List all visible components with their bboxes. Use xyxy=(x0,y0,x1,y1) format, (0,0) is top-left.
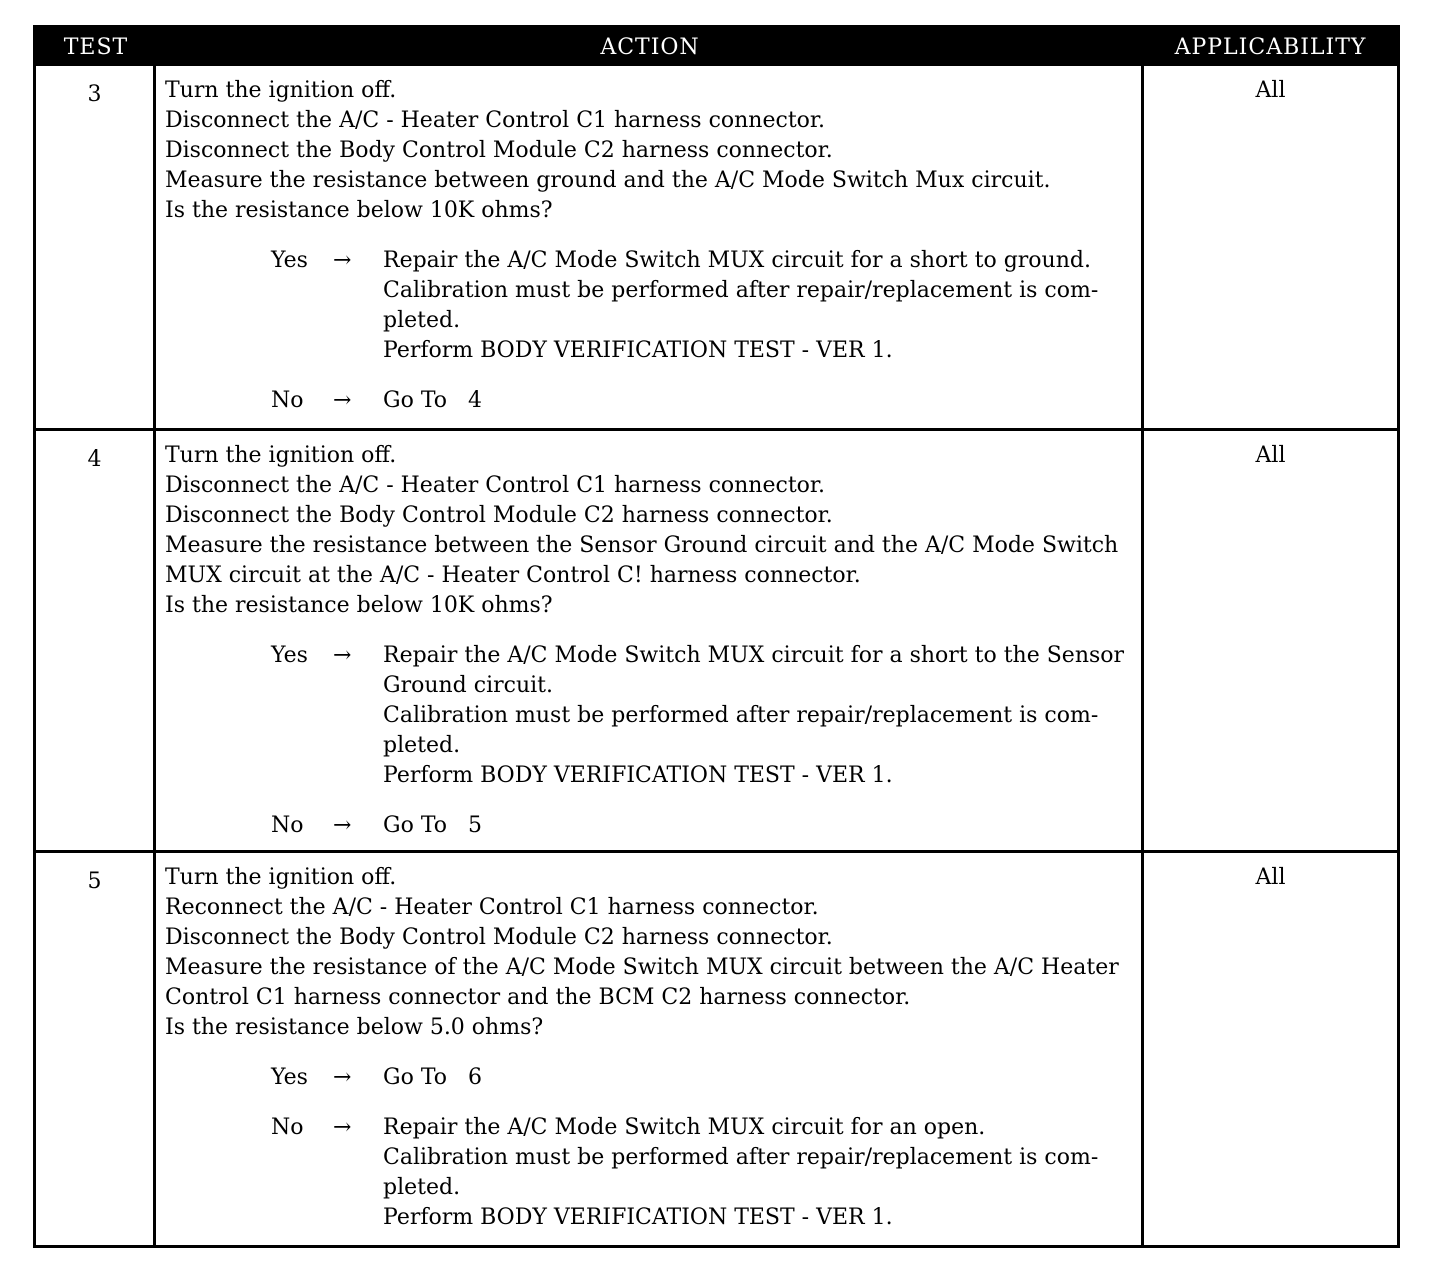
answer-label: Yes xyxy=(271,1065,308,1090)
diagnostic-table xyxy=(33,25,1400,1248)
action-step: Turn the ignition off. xyxy=(165,865,397,890)
answer-no xyxy=(165,1113,1135,1233)
answer-text xyxy=(383,641,1135,791)
answer-line: Perform BODY VERIFICATION TEST - VER 1. xyxy=(383,763,893,788)
action-step: Disconnect the A/C - Heater Control C1 harness connector. xyxy=(165,473,825,498)
answer-yes xyxy=(165,641,1135,791)
header-action: ACTION xyxy=(600,34,700,60)
answer-label: No xyxy=(271,388,304,413)
answer-label: Yes xyxy=(271,643,308,668)
answer-line: Calibration must be performed after repair/replacement is com- xyxy=(383,278,1099,303)
action-step: Is the resistance below 5.0 ohms? xyxy=(165,1015,544,1040)
action-step: Disconnect the Body Control Module C2 harness connector. xyxy=(165,138,833,163)
answer-line: Go To 5 xyxy=(383,813,482,838)
table-row xyxy=(36,428,1397,850)
action-step: Measure the resistance of the A/C Mode Switch MUX circuit between the A/C Heater xyxy=(165,955,1119,980)
action-step: Disconnect the Body Control Module C2 harness connector. xyxy=(165,925,833,950)
action-step: Turn the ignition off. xyxy=(165,443,397,468)
right-arrow-icon: → xyxy=(333,1115,352,1140)
answer-line: Ground circuit. xyxy=(383,673,553,698)
answer-line: Perform BODY VERIFICATION TEST - VER 1. xyxy=(383,338,893,363)
right-arrow-icon: → xyxy=(333,813,352,838)
answer-text xyxy=(383,811,1135,841)
action-step: Disconnect the A/C - Heater Control C1 harness connector. xyxy=(165,108,825,133)
action-step: Is the resistance below 10K ohms? xyxy=(165,198,553,223)
answer-yes xyxy=(165,1063,1135,1093)
answer-line: Go To 4 xyxy=(383,388,482,413)
right-arrow-icon: → xyxy=(333,388,352,413)
action-step: Reconnect the A/C - Heater Control C1 harness connector. xyxy=(165,895,819,920)
answer-line: Repair the A/C Mode Switch MUX circuit for an open. xyxy=(383,1115,986,1140)
answer-text xyxy=(383,246,1135,366)
table-row xyxy=(36,850,1397,1245)
answer-label: No xyxy=(271,813,304,838)
answer-yes xyxy=(165,246,1135,366)
answer-label: Yes xyxy=(271,248,308,273)
answer-line: pleted. xyxy=(383,308,461,333)
action-step: Disconnect the Body Control Module C2 harness connector. xyxy=(165,503,833,528)
answer-line: pleted. xyxy=(383,1175,461,1200)
answer-line: Repair the A/C Mode Switch MUX circuit for a short to the Sensor xyxy=(383,643,1125,668)
action-cell xyxy=(156,853,1144,1245)
test-number: 5 xyxy=(36,853,156,1245)
answer-text xyxy=(383,386,1135,416)
action-cell xyxy=(156,66,1144,428)
action-step: MUX circuit at the A/C - Heater Control C! harness connector. xyxy=(165,563,861,588)
answer-line: Calibration must be performed after repair/replacement is com- xyxy=(383,1145,1099,1170)
applicability-cell: All xyxy=(1255,865,1286,890)
right-arrow-icon: → xyxy=(333,248,352,273)
action-step: Control C1 harness connector and the BCM C2 harness connector. xyxy=(165,985,911,1010)
answer-line: Repair the A/C Mode Switch MUX circuit for a short to ground. xyxy=(383,248,1091,273)
applicability-cell: All xyxy=(1255,78,1286,103)
right-arrow-icon: → xyxy=(333,643,352,668)
answer-text xyxy=(383,1063,1135,1093)
action-step: Is the resistance below 10K ohms? xyxy=(165,593,553,618)
answer-label: No xyxy=(271,1115,304,1140)
action-step: Measure the resistance between ground and the A/C Mode Switch Mux circuit. xyxy=(165,168,1051,193)
answer-text xyxy=(383,1113,1135,1233)
test-number: 3 xyxy=(36,66,156,428)
answer-no xyxy=(165,386,1135,416)
action-step: Turn the ignition off. xyxy=(165,78,397,103)
right-arrow-icon: → xyxy=(333,1065,352,1090)
applicability-cell: All xyxy=(1255,443,1286,468)
answer-line: Perform BODY VERIFICATION TEST - VER 1. xyxy=(383,1205,893,1230)
answer-line: Go To 6 xyxy=(383,1065,482,1090)
table-header xyxy=(36,28,1397,66)
action-step: Measure the resistance between the Sensor Ground circuit and the A/C Mode Switch xyxy=(165,533,1119,558)
answer-line: Calibration must be performed after repair/replacement is com- xyxy=(383,703,1099,728)
table-row xyxy=(36,66,1397,428)
action-cell xyxy=(156,431,1144,850)
header-test: TEST xyxy=(63,34,129,60)
header-applicability: APPLICABILITY xyxy=(1174,34,1367,60)
answer-line: pleted. xyxy=(383,733,461,758)
answer-no xyxy=(165,811,1135,841)
test-number: 4 xyxy=(36,431,156,850)
